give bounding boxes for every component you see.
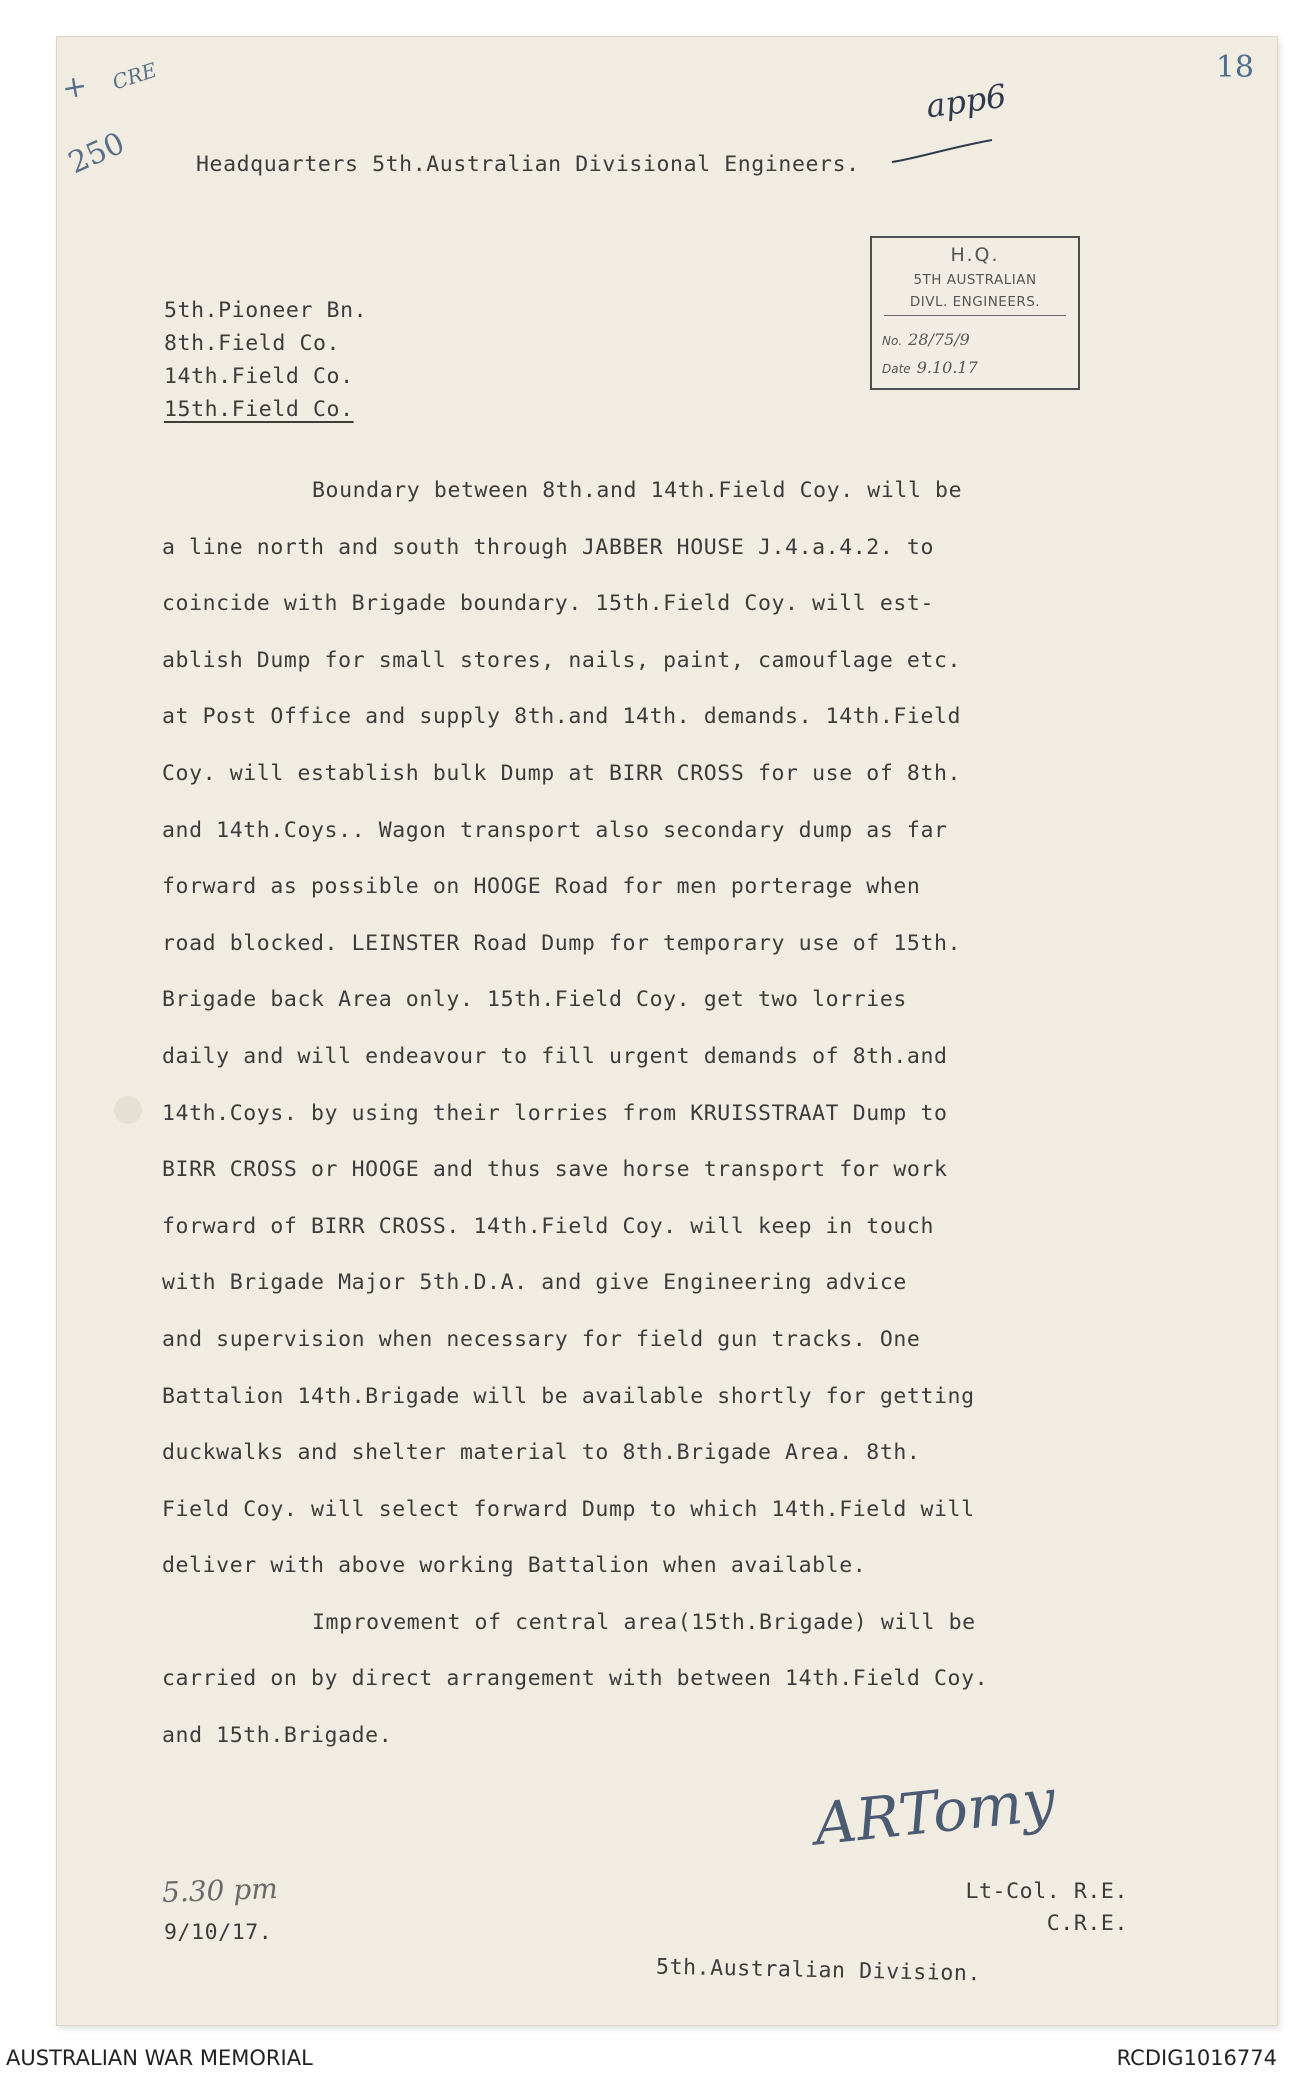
body-line: Coy. will establish bulk Dump at BIRR CROSS for use of 8th. xyxy=(162,760,962,786)
body-line: carried on by direct arrangement with between 14th.Field Coy. xyxy=(162,1666,989,1692)
body-line: ablish Dump for small stores, nails, paint, camouflage etc. xyxy=(162,647,962,673)
body-line: and supervision when necessary for field gun tracks. One xyxy=(162,1326,921,1352)
document-heading: Headquarters 5th.Australian Divisional Engineers. xyxy=(196,152,860,177)
body-line: and 15th.Brigade. xyxy=(162,1723,393,1749)
message-body xyxy=(162,463,1192,1765)
punch-hole xyxy=(114,1096,142,1124)
body-line: Brigade back Area only. 15th.Field Coy. get two lorries xyxy=(162,987,907,1013)
body-line: a line north and south through JABBER HOUSE J.4.a.4.2. to xyxy=(162,534,935,560)
signature: ARTomy xyxy=(811,1765,1059,1859)
body-line: duckwalks and shelter material to 8th.Brigade Area. 8th. xyxy=(162,1440,921,1466)
rank-line: Lt-Col. R.E. xyxy=(965,1879,1128,1904)
cross-mark: + xyxy=(59,68,90,107)
body-line: BIRR CROSS or HOOGE and thus save horse transport for work xyxy=(162,1157,948,1183)
paragraph-1 xyxy=(162,463,1192,1595)
body-line: and 14th.Coys.. Wagon transport also secondary dump as far xyxy=(162,817,948,843)
file-number-annotation: 250 xyxy=(63,125,130,182)
appendix-underline xyxy=(888,136,998,168)
body-line: Boundary between 8th.and 14th.Field Coy. will be xyxy=(312,478,963,503)
footer-left: AUSTRALIAN WAR MEMORIAL xyxy=(6,2046,313,2070)
footer-right: RCDIG1016774 xyxy=(1116,2046,1277,2070)
appendix-annotation: app6 xyxy=(923,76,1009,126)
stamp-line-3: DIVL. ENGINEERS. xyxy=(909,294,1041,310)
body-line: 14th.Coys. by using their lorries from KRUISSTRAAT Dump to xyxy=(162,1100,948,1126)
body-line: Improvement of central area(15th.Brigade) will be xyxy=(312,1609,976,1635)
body-line: forward of BIRR CROSS. 14th.Field Coy. will keep in touch xyxy=(162,1213,935,1239)
document-page xyxy=(56,36,1278,2026)
paragraph-2 xyxy=(162,1595,1192,1765)
addressee: 14th.Field Co. xyxy=(164,364,354,389)
stamp-date-value: 9.10.17 xyxy=(916,358,978,377)
body-line: at Post Office and supply 8th.and 14th. demands. 14th.Field xyxy=(162,704,962,730)
addressee: 5th.Pioneer Bn. xyxy=(164,298,368,323)
page-number: 18 xyxy=(1215,50,1254,85)
body-line: with Brigade Major 5th.D.A. and give Engineering advice xyxy=(162,1270,907,1296)
stamp-line-1: H.Q. xyxy=(950,244,1000,266)
division-line: 5th.Australian Division. xyxy=(655,1954,982,1987)
document-date: 9/10/17. xyxy=(164,1920,273,1945)
body-line: Field Coy. will select forward Dump to which 14th.Field will xyxy=(162,1496,975,1522)
body-line: Battalion 14th.Brigade will be available shortly for getting xyxy=(162,1383,975,1409)
registry-stamp xyxy=(870,236,1080,390)
body-line: daily and will endeavour to fill urgent demands of 8th.and xyxy=(162,1043,948,1069)
addressee: 8th.Field Co. xyxy=(164,331,341,356)
stamp-number-value: 28/75/9 xyxy=(908,330,970,349)
addressee: 15th.Field Co. xyxy=(164,397,354,422)
stamp-rule xyxy=(884,315,1066,316)
handwritten-time: 5.30 pm xyxy=(161,1871,279,1910)
signature-block xyxy=(965,1876,1128,1940)
stamp-line-2: 5TH AUSTRALIAN xyxy=(913,272,1037,288)
appointment-line: C.R.E. xyxy=(1046,1911,1128,1936)
cre-annotation: CRE xyxy=(109,57,160,95)
body-line: forward as possible on HOOGE Road for men porterage when xyxy=(162,874,921,900)
stamp-number-row xyxy=(882,330,970,349)
body-line: deliver with above working Battalion when available. xyxy=(162,1553,867,1579)
stamp-date-row xyxy=(882,358,978,377)
stamp-date-label: Date xyxy=(882,362,911,376)
stamp-number-label: No. xyxy=(882,334,903,348)
body-line: coincide with Brigade boundary. 15th.Field Coy. will est- xyxy=(162,591,935,617)
body-line: road blocked. LEINSTER Road Dump for temporary use of 15th. xyxy=(162,930,962,956)
addressee-list xyxy=(164,294,367,426)
